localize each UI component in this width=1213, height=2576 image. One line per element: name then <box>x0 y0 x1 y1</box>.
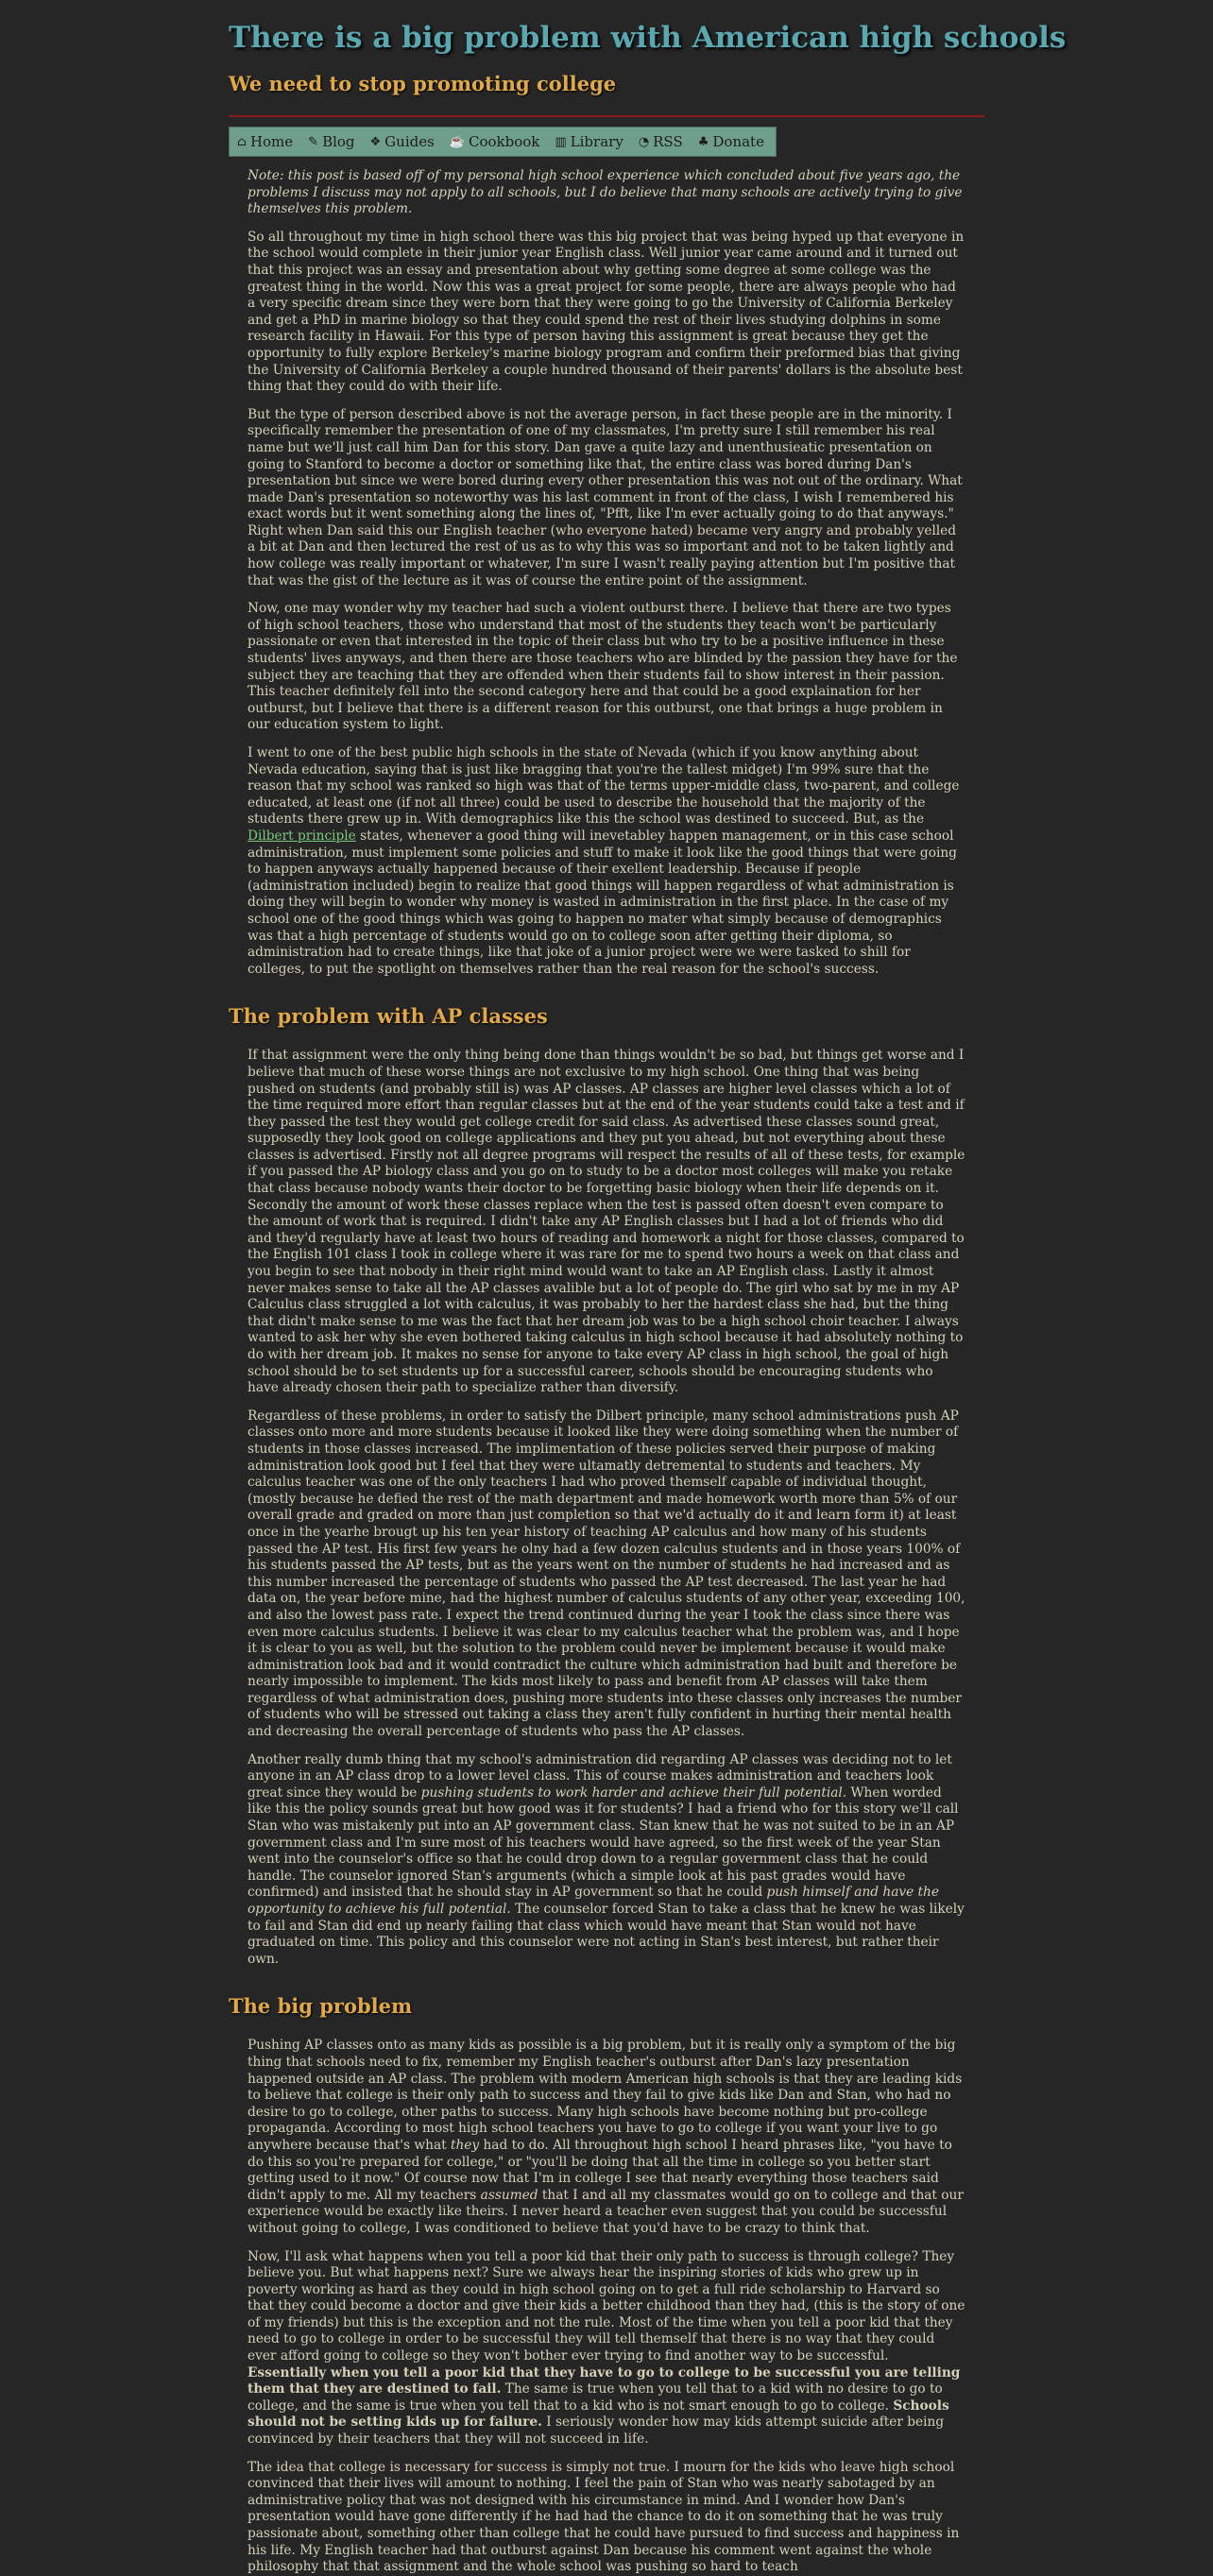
ap-paragraph-3 <box>248 1752 965 1969</box>
ap3-part-b: When worded like this the policy sounds great but how good was it for students? I had a friend who for this story we'll call Stan who was mistakenly put into an AP government class. Stan knew that he was not suited to be in an AP government class and I'm sure most of his teachers would have agreed, so the first week of the year Stan went into the counselor's office so that he could drop down to a regular government class that he could handle. The counselor ignored Stan's arguments (which a simple look at his past grades would have confirmed) and insisted that he should stay in AP government so that he could <box>248 1784 959 1901</box>
bp1-part-b: had to do. All throughout high school I heard phrases like, "you have to do this so you're prepared for college," or "you'll be doing that all the time in college so you better start getting used to it now." Of course now that I'm in college I see that nearly everything those teachers said didn't apply to me. All my teachers <box>248 2137 952 2203</box>
nav-item-rss[interactable] <box>639 133 683 150</box>
article-body <box>229 168 984 2576</box>
bp1-emphasis-2: assumed <box>480 2187 538 2203</box>
paragraph-1: So all throughout my time in high school there was this big project that was being hyped up that everyone in the school would complete in their junior year English class. Well junior year came around and it turned out that this project was an essay and presentation about why getting some degree at some college was the greatest thing in the world. Now this was a great project for some people, there are always people who had a very specific dream since they were born that they were going to go the University of California Berkeley and get a PhD in marine biology so that they could spend the rest of their lives studying dolphins in some research facility in Hawaii. For this type of person having this assignment is great because they get the opportunity to fully explore Berkeley's marine biology program and confirm their preformed bias that giving the University of California Berkeley a couple hundred thousand of their parents' dollars is the absolute best thing that they could do with their life. <box>248 229 965 395</box>
nav-item-blog[interactable] <box>308 133 354 150</box>
nav-item-home[interactable] <box>237 133 293 150</box>
home-icon: ⌂ <box>237 134 247 149</box>
ap-paragraph-2: Regardless of these problems, in order to satisfy the Dilbert principle, many school administrations push AP classes onto more and more students because it looked like they were doing something when the number of students in those classes increased. The implimentation of these policies served their purpose of making administration look good but I feel that they were ultamatly detremental to students and teachers. My calculus teacher was one of the only teachers I had who proved themself capable of individual thought, (mostly because he defied the rest of the math department and made homework worth more than 5% of our overall grade and graded on more than just completion so that we'd actually do it and learn form it) at least once in the yearhe brougt up his ten year history of teaching AP calculus and how many of his students passed the AP test. His first few years he olny had a few dozen calculus students and in those years 100% of his students passed the AP tests, but as the years went on the number of students he had increased and as this number increased the percentage of students who passed the AP test decreased. The last year he had data on, the year before mine, had the highest number of calculus students of any other year, exceeding 100, and also the lowest pass rate. I expect the trend continued during the year I took the class since there was even more calculus students. I believe it was clear to my calculus teacher what the problem was, and I hope it is clear to you as well, but the solution to the problem could never be implement because it would make administration look bad and it would contradict the culture which administration had built and therefore be nearly impossible to implement. The kids most likely to pass and benefit from AP classes will take them regardless of what administration does, pushing more students into these classes only increases the number of students who will be stressed out taking a class they aren't fully confident in hurting their mental health and decreasing the overall percentage of students who pass the AP classes. <box>248 1407 965 1740</box>
guides-icon: ❖ <box>369 134 382 149</box>
nav-label-home: Home <box>249 133 294 150</box>
bp2-part-c: I seriously wonder how may kids attempt suicide after being convinced by their teachers that they will not succeed in life. <box>248 2414 945 2448</box>
nav-label-guides: Guides <box>384 133 435 150</box>
paragraph-3: Now, one may wonder why my teacher had such a violent outburst there. I believe that there are two types of high school teachers, those who understand that most of the students they teach won't be particularly passionate or even that interested in the topic of their class but who try to be a positive influence in these students' lives anyways, and then there are those teachers who are blinded by the passion they have for the subject they are teaching that they are offended when their students fail to show interest in their passion. This teacher definitely fell into the second category here and that could be a good explaination for her outburst, but I believe that there is a different reason for this outburst, one that brings a huge problem in our education system to light. <box>248 601 958 733</box>
library-icon: ▥ <box>555 134 567 149</box>
bp-paragraph-3: The idea that college is necessary for success is simply not true. I mourn for the kids who leave high school convinced that their lives will amount to nothing. I feel the pain of Stan who was nearly sabotaged by an administrative policy that was not designed with his circumstance in mind. And I wonder how Dan's presentation would have gone differently if he had had the chance to do it on something that he was truly passionate about, something other than college that he could have pursued to find success and happiness in his life. My English teacher had that outburst against Dan because his comment went against the whole philosophy that that assignment and the whole school was pushing so hard to teach <box>248 2459 960 2575</box>
nav-item-donate[interactable] <box>698 133 764 150</box>
ap-paragraph-1: If that assignment were the only thing being done than things wouldn't be so bad, but things get worse and I believe that much of these worse things are not exclusive to my high school. One thing that was being pushed on students (and probably still is) was AP classes. AP classes are higher level classes which a lot of the time required more effort than regular classes but at the end of the year students could take a test and if they passed the test they would get college credit for said class. As advertised these classes sound great, supposedly they look good on college applications and they put you ahead, but not everything about these classes is advertised. Firstly not all degree programs will respect the results of all of these tests, for example if you passed the AP biology class and you go on to study to be a doctor most colleges will make you retake that class because nobody wants their doctor to be forgetting basic biology when their life depends on it. Secondly the amount of work these classes replace when the test is passed often doesn't even compare to the amount of work that is required. I didn't take any AP English classes but I had a lot of friends who did and they'd regularly have at least two hours of reading and homework a night for those classes, compared to the English 101 class I took in college where it was rare for me to spend two hours a week on that class and you begin to see that nobody in their right mind would want to take an AP English class. Lastly it almost never makes sense to take all the AP classes avalible but a lot of people do. The girl who sat by me in my AP Calculus class struggled a lot with calculus, it was probably to her the hardest class she had, but the thing that didn't make sense to me was the fact that her dream job was to be a high school choir teacher. I always wanted to ask her why she even bothered taking calculus in high school because it had absolutely nothing to do with her dream job. It makes no sense for anyone to take every AP class in high school, the goal of high school should be to set students up for a successful career, schools should be encouraging students who have already chosen their path to specialize rather than diversify. <box>248 1048 965 1396</box>
bp1-part-c: that I and all my classmates would go on to college and that our experience would be exactly like theirs. I never heard a teacher even suggest that you could be successful without going to college, I was conditioned to believe that you'd have to be crazy to think that. <box>248 2187 964 2236</box>
nav-item-guides[interactable] <box>370 133 435 150</box>
nav-label-library: Library <box>570 133 624 150</box>
nav-label-rss: RSS <box>653 133 683 150</box>
nav-item-library[interactable] <box>555 133 623 150</box>
article-note: Note: this post is based off of my personal high school experience which concluded about five years ago, the problems I discuss may not apply to all schools, but I do believe that many schools are actively trying to give themselves this problem. <box>248 168 963 217</box>
ap3-part-c: The counselor forced Stan to take a class that he knew he was likely to fail and Stan did end up nearly failing that class which would have meant that Stan would not have graduated on time. This policy and this counselor were not acting in Stan's best interest, but rather their own. <box>248 1902 965 1967</box>
site-title: There is a big problem with American high schools <box>229 21 1067 55</box>
dilbert-principle-link[interactable]: Dilbert principle <box>248 827 356 844</box>
bp2-part-b: The same is true when you tell that to a kid with no desire to go to college, and the same is true when you tell that to a kid who is not smart enough to go to college. <box>248 2381 943 2414</box>
nav-label-cookbook: Cookbook <box>468 133 540 150</box>
heading-ap-classes: The problem with AP classes <box>229 1004 548 1029</box>
nav-item-cookbook[interactable] <box>450 133 540 150</box>
bp-paragraph-2 <box>248 2249 965 2448</box>
bp2-strong-2: Schools should not be setting kids up for failure. <box>248 2397 949 2431</box>
paragraph-4 <box>248 745 965 978</box>
bp2-strong-1: Essentially when you tell a poor kid that they have to go to college to be successful you are telling them that they are destined to fail. <box>248 2364 961 2397</box>
blog-icon: ✎ <box>308 134 319 149</box>
ap3-part-a: Another really dumb thing that my school's administration did regarding AP classes was deciding not to let anyone in an AP class drop to a lower level class. This of course makes administration and teachers look great since they would be <box>248 1751 952 1800</box>
paragraph-2: But the type of person described above is not the average person, in fact these people are in the minority. I specifically remember the presentation of one of my classmates, I'm pretty sure I still remember his real name but we'll just call him Dan for this story. Dan gave a quite lazy and unenthusieatic presentation on going to Stanford to become a doctor or something like that, the entire class was bored during Dan's presentation but since we were bored during every other presentation this was not out of the ordinary. What made Dan's presentation so noteworthy was his last comment in front of the class, I wish I remembered his exact words but it went something along the lines of, "Pfft, like I'm ever actually going to do that anyways." Right when Dan said this our English teacher (who everyone hated) became very angry and probably yelled a bit at Dan and then lectured the rest of us as to why this was so important and not to be taken lightly and how college was really important or whatever, I'm sure I wasn't really paying attention but I'm positive that that was the gist of the lecture as it was of course the entire point of the assignment. <box>248 406 963 589</box>
nav-bar <box>229 127 777 157</box>
ap3-emphasis-2: push himself and have the opportunity to achieve his full potential. <box>248 1885 939 1917</box>
paragraph-4-before: I went to one of the best public high schools in the state of Nevada (which if you know anything about Nevada education, saying that is just like bragging that you're the tallest midget) I'm 99% sure that the reason that my school was ranked so high was that of the terms upper-middle class, two-parent, and college educated, at least one (if not all three) could be used to describe the household that the majority of the students there grew up in. With demographics like this the school was destined to succeed. But, as the <box>248 745 960 827</box>
paragraph-4-after: states, whenever a good thing will inevetabley happen management, or in this case school administration, must implement some policies and stuff to make it look like the good things that were going to happen anyways actually happened because of their exellent leadership. Because if people (administration included) begin to realize that good things will happen regardless of what administration is doing they will begin to wonder why money is wasted in administration in the first place. In the case of my school one of the good things which was going to happen no mater what simply because of demographics was that a high percentage of students would go on to college soon after getting their diploma, so administration had to create things, like that joke of a junior project were we were tasked to shill for colleges, to put the spotlight on themselves rather than the real reason for the school's success. <box>248 827 957 977</box>
bp2-part-a: Now, I'll ask what happens when you tell a poor kid that their only path to success is through college? They believe you. But what happens next? Sure we always hear the inspiring stories of kids who grew up in poverty working as hard as they could in high school going on to get a full ride scholarship to Harvard so that they could become a doctor and give their kids a better childhood than they had, (this is the story of one of my friends) but this is the exception and not the rule. Most of the time when you tell a poor kid that they need to go to college in order to be successful they will tell themself that there is no way that they could ever afford going to college so they won't bother ever trying to find another way to be successful. <box>248 2248 965 2364</box>
bp1-emphasis-1: they <box>450 2137 480 2153</box>
header-divider <box>229 115 984 117</box>
page-container <box>229 0 1067 2576</box>
nav-label-donate: Donate <box>712 133 764 150</box>
nav-label-blog: Blog <box>322 133 355 150</box>
donate-icon: ♣ <box>697 134 709 149</box>
heading-big-problem: The big problem <box>229 1994 413 2019</box>
cookbook-icon: ☕ <box>449 134 465 149</box>
ap3-emphasis-1: pushing students to work harder and achieve their full potential. <box>420 1784 847 1800</box>
bp-paragraph-1 <box>248 2038 965 2237</box>
site-subtitle: We need to stop promoting college <box>229 72 617 95</box>
bp1-part-a: Pushing AP classes onto as many kids as possible is a big problem, but it is really only a symptom of the big thing that schools need to fix, remember my English teacher's outburst after Dan's lazy presentation happened outside an AP class. The problem with modern American high schools is that they are leading kids to believe that college is their only path to success and they fail to give kids like Dan and Stan, who had no desire to go to college, other paths to success. Many high schools have become nothing but pro-college propaganda. According to most high school teachers you have to go to college if you want your live to go anywhere because that's what <box>248 2038 963 2153</box>
rss-icon: ◔ <box>638 134 650 149</box>
